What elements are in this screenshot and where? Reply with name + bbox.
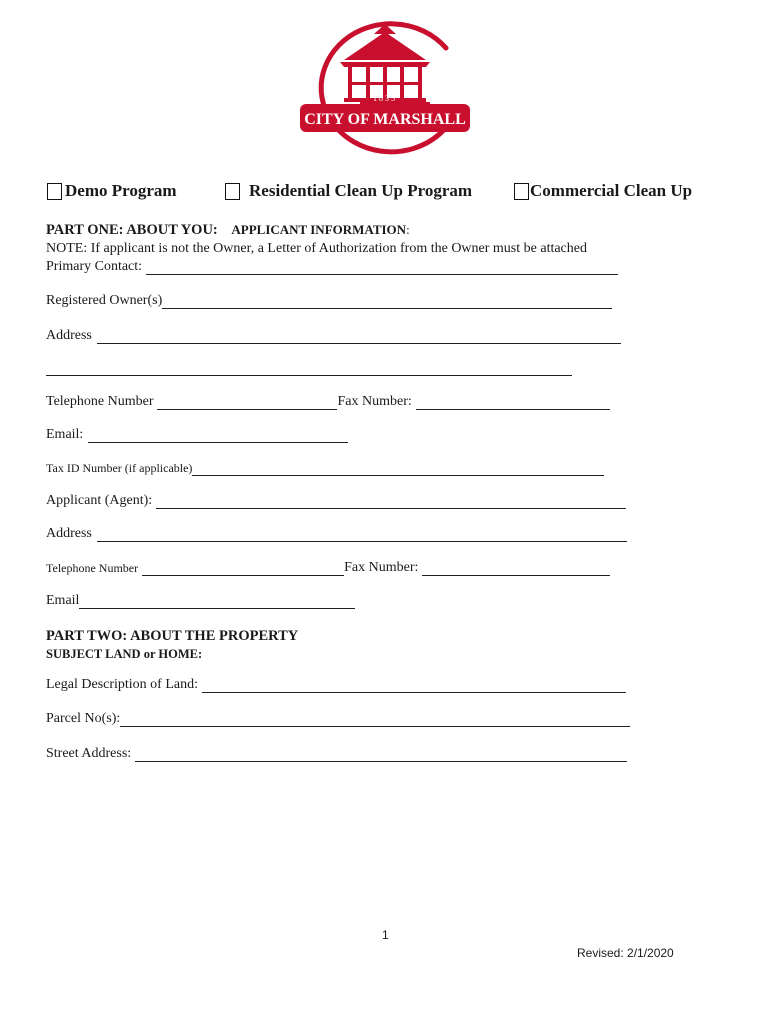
owner-authorization-note: NOTE: If applicant is not the Owner, a Letter of Authorization from the Owner must be attached [46, 241, 587, 256]
commercial-program-option[interactable] [514, 181, 692, 201]
program-options [0, 178, 770, 206]
address-line-2-field[interactable] [46, 360, 572, 376]
street-address-row [46, 746, 627, 762]
applicant-email-label: Email [46, 593, 80, 608]
tax-id-row [46, 460, 604, 476]
applicant-email-field[interactable] [79, 593, 355, 609]
fax-label: Fax Number: [337, 394, 412, 409]
address-field[interactable] [97, 328, 621, 344]
residential-program-checkbox[interactable] [225, 183, 240, 200]
primary-contact-field[interactable] [146, 259, 618, 275]
applicant-address-row [46, 526, 627, 542]
legal-description-label: Legal Description of Land: [46, 677, 199, 692]
tax-id-field[interactable] [192, 460, 604, 476]
registered-owner-field[interactable] [162, 293, 612, 309]
applicant-telephone-fax-row [46, 560, 610, 576]
registered-owner-row [46, 293, 612, 309]
city-of-marshall-logo [296, 20, 474, 156]
applicant-address-field[interactable] [97, 526, 627, 542]
address-row [46, 328, 621, 344]
parcel-field[interactable] [120, 711, 630, 727]
address-continued-row [46, 360, 572, 376]
demo-program-option[interactable] [47, 181, 177, 201]
email-label: Email: [46, 427, 84, 442]
demo-program-label: Demo Program [65, 181, 177, 200]
tax-id-label: Tax ID Number (if applicable) [46, 461, 193, 475]
part-two-subtitle: SUBJECT LAND or HOME: [46, 647, 203, 661]
applicant-email-row [46, 593, 355, 609]
address-label: Address [46, 328, 92, 343]
primary-contact-label: Primary Contact: [46, 259, 143, 274]
demo-program-checkbox[interactable] [47, 183, 62, 200]
telephone-field[interactable] [157, 394, 337, 410]
applicant-address-label: Address [46, 526, 92, 541]
part-one-subtitle: APPLICANT INFORMATION [231, 222, 407, 237]
parcel-label: Parcel No(s): [46, 711, 121, 726]
part-one-title: PART ONE: ABOUT YOU: [46, 222, 218, 238]
primary-contact-row [46, 259, 618, 275]
applicant-field[interactable] [156, 493, 626, 509]
applicant-telephone-label: Telephone Number [46, 561, 139, 575]
fax-field[interactable] [416, 394, 610, 410]
parcel-row [46, 711, 630, 727]
applicant-fax-label: Fax Number: [344, 560, 419, 575]
applicant-row [46, 493, 626, 509]
applicant-telephone-field[interactable] [142, 560, 344, 576]
page-number: 1 [382, 928, 389, 942]
logo-year: 1835 [373, 94, 397, 103]
commercial-program-checkbox[interactable] [514, 183, 529, 200]
applicant-label: Applicant (Agent): [46, 493, 153, 508]
telephone-fax-row [46, 394, 610, 410]
email-field[interactable] [88, 427, 348, 443]
part-one-heading [46, 222, 410, 239]
part-two-title: PART TWO: ABOUT THE PROPERTY [46, 628, 299, 644]
residential-program-label: Residential Clean Up Program [249, 181, 473, 200]
legal-description-row [46, 677, 626, 693]
residential-program-option[interactable] [225, 181, 472, 201]
email-row [46, 427, 348, 443]
logo-name: CITY OF MARSHALL [304, 111, 466, 128]
revised-date: Revised: 2/1/2020 [577, 946, 674, 960]
legal-description-field[interactable] [202, 677, 626, 693]
commercial-program-label: Commercial Clean Up [530, 181, 693, 200]
telephone-label: Telephone Number [46, 394, 154, 409]
registered-owner-label: Registered Owner(s) [46, 293, 163, 308]
street-address-field[interactable] [135, 746, 627, 762]
part-one-subtitle-colon: : [406, 222, 410, 237]
street-address-label: Street Address: [46, 746, 132, 761]
applicant-fax-field[interactable] [422, 560, 610, 576]
